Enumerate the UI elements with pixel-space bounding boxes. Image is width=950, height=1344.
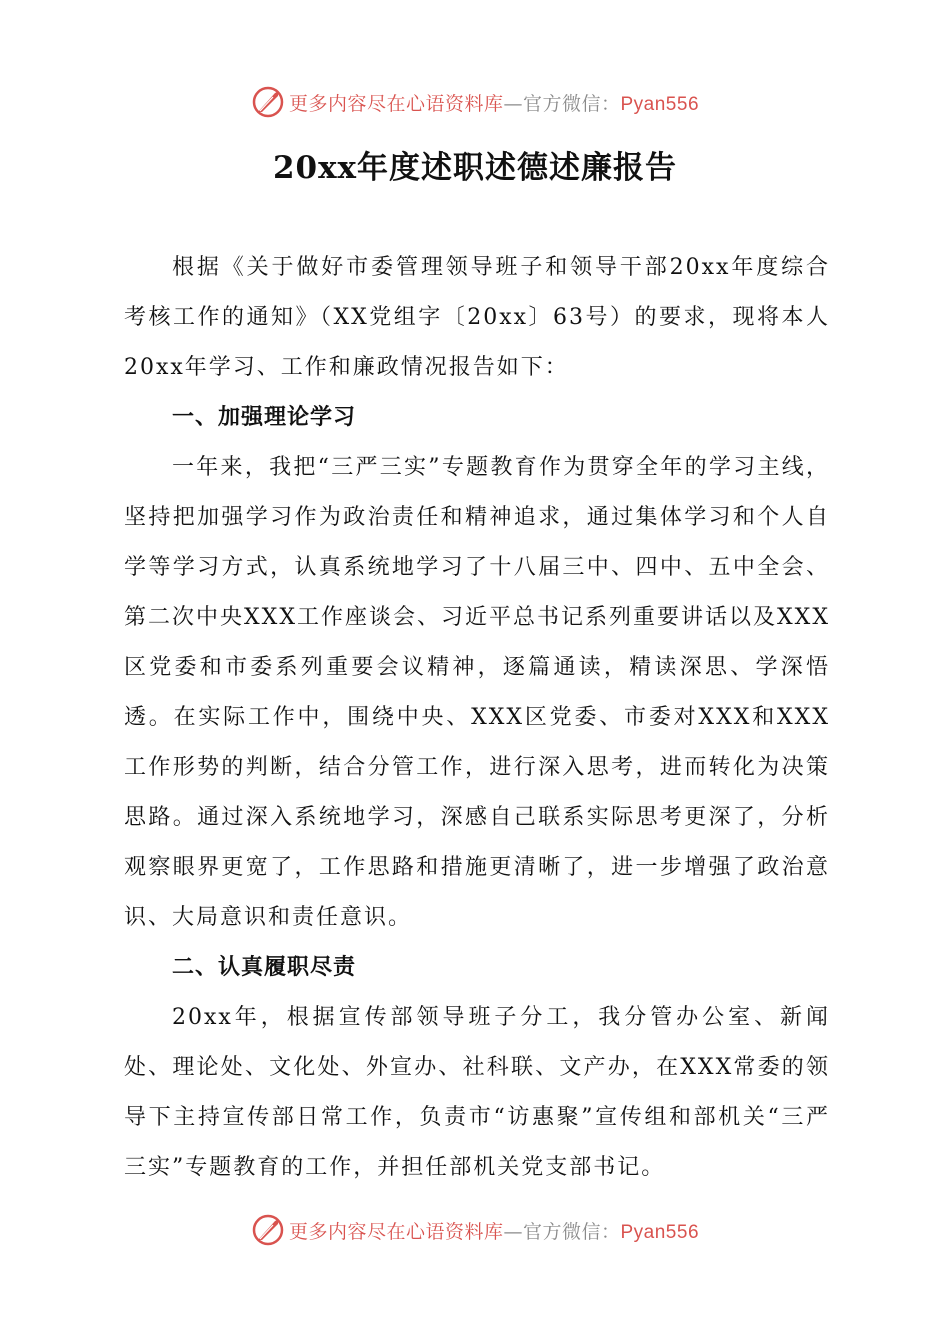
watermark-main-text: 更多内容尽在心语资料库	[288, 92, 504, 115]
section-2-paragraph: 20xx年，根据宣传部领导班子分工，我分管办公室、新闻处、理论处、文化处、外宣办、社科联、文产办，在XXX常委的领导下主持宣传部日常工作，负责市“访惠聚”宣传组和部机关“三严三实”专题教育的工作，并担任部机关党支部书记。	[124, 1005, 830, 1180]
watermark-separator-text: —官方微信：	[503, 1220, 621, 1243]
quill-logo-icon	[251, 85, 285, 119]
section-1-heading: 一、加强理论学习	[172, 405, 357, 430]
watermark-main-text: 更多内容尽在心语资料库	[288, 1220, 504, 1243]
quill-logo-icon	[251, 1213, 285, 1247]
watermark-wechat-id: Pyan556	[620, 1221, 700, 1243]
document-body	[124, 243, 830, 1193]
watermark-text	[289, 89, 699, 116]
section-2-heading: 二、认真履职尽责	[172, 955, 357, 980]
watermark-separator-text: —官方微信：	[503, 92, 621, 115]
watermark-wechat-id: Pyan556	[620, 93, 700, 115]
document-title: 20xx年度述职述德述廉报告	[272, 150, 678, 186]
bottom-watermark-banner	[0, 1210, 950, 1250]
section-1-paragraph: 一年来，我把“三严三实”专题教育作为贯穿全年的学习主线，坚持把加强学习作为政治责任和精神追求，通过集体学习和个人自学等学习方式，认真系统地学习了十八届三中、四中、五中全会、第二次中央XXX工作座谈会、习近平总书记系列重要讲话以及XXX区党委和市委系列重要会议精神，逐篇通读，精读深思、学深悟透。在实际工作中，围绕中央、XXX区党委、市委对XXX和XXX工作形势的判断，结合分管工作，进行深入思考，进而转化为决策思路。通过深入系统地学习，深感自己联系实际思考更深了，分析观察眼界更宽了，工作思路和措施更清晰了，进一步增强了政治意识、大局意识和责任意识。	[124, 455, 830, 930]
watermark-text	[289, 1217, 699, 1244]
top-watermark-banner	[0, 82, 950, 122]
intro-paragraph: 根据《关于做好市委管理领导班子和领导干部20xx年度综合考核工作的通知》（XX党组字〔20xx〕63号）的要求，现将本人20xx年学习、工作和廉政情况报告如下：	[124, 255, 830, 380]
